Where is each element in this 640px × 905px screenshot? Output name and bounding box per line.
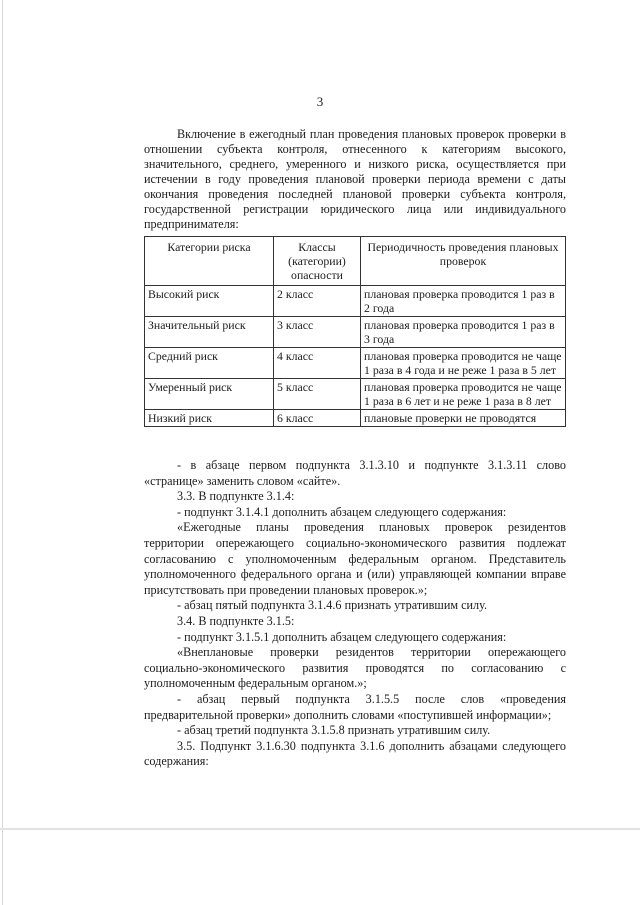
header-hazard-class: Классы (категории) опасности — [274, 237, 361, 286]
intro-paragraph: Включение в ежегодный план проведения плановых проверок проверки в отношении субъекта контроля, отнесенного к категориям высокого, значительного, среднего, умеренного и низкого риска, осуществляется при истечении в году проведения плановой проверки периода времени с даты окончания проведения последней плановой проверки субъекта контроля, государственной регистрации юридического лица или индивидуального предпринимателя: — [144, 127, 566, 231]
amendment-paragraph: «Внеплановые проверки резидентов территории опережающего социально-экономического развития проводятся по согласованию с уполномоченным федеральным органом.»; — [144, 645, 566, 691]
amendment-paragraph: - абзац третий подпункта 3.1.5.8 признать утратившим силу. — [177, 723, 491, 738]
amendment-paragraph: 3.4. В подпункте 3.1.5: — [177, 613, 295, 628]
amendment-paragraph: - подпункт 3.1.5.1 дополнить абзацем следующего содержания: — [177, 629, 507, 644]
cell-hazard-class: 5 класс — [274, 379, 361, 410]
table-header-row — [145, 237, 566, 286]
table-row — [145, 348, 566, 379]
cell-risk-category: Умеренный риск — [145, 379, 274, 410]
header-risk-category: Категории риска — [145, 237, 274, 286]
table-row — [145, 410, 566, 427]
cell-risk-category: Низкий риск — [145, 410, 274, 427]
cell-frequency: плановая проверка проводится 1 раз в 3 года — [361, 317, 566, 348]
scan-bottom-edge — [0, 828, 640, 830]
header-inspection-frequency: Периодичность проведения плановых проверок — [361, 237, 566, 286]
amendment-paragraph: 3.5. Подпункт 3.1.6.30 подпункта 3.1.6 дополнить абзацами следующего содержания: — [144, 738, 566, 769]
cell-risk-category: Значительный риск — [145, 317, 274, 348]
amendment-paragraph: - абзац пятый подпункта 3.1.4.6 признать утратившим силу. — [177, 598, 488, 613]
cell-frequency: плановые проверки не проводятся — [361, 410, 566, 427]
amendment-paragraph: «Ежегодные планы проведения плановых проверок резидентов территории опережающего социально-экономического развития подлежат согласованию с уполномоченным федеральным органом. Представитель уполномоченного федерального органа и (или) управляющей компании вправе присутствовать при проведении плановых проверок.»; — [144, 520, 566, 597]
risk-category-table — [144, 236, 566, 427]
cell-hazard-class: 3 класс — [274, 317, 361, 348]
scan-left-edge — [2, 0, 3, 905]
cell-frequency: плановая проверка проводится не чаще 1 раза в 4 года и не реже 1 раза в 5 лет — [361, 348, 566, 379]
table-row — [145, 379, 566, 410]
table-row — [145, 286, 566, 317]
table-row — [145, 317, 566, 348]
intro-section — [144, 127, 566, 232]
cell-hazard-class: 4 класс — [274, 348, 361, 379]
amendment-paragraph: 3.3. В подпункте 3.1.4: — [177, 489, 295, 504]
cell-risk-category: Высокий риск — [145, 286, 274, 317]
amendment-paragraph: - в абзаце первом подпункта 3.1.3.10 и подпункте 3.1.3.11 слово «странице» заменить словом «сайте». — [144, 458, 566, 488]
cell-hazard-class: 2 класс — [274, 286, 361, 317]
page-number: 3 — [316, 94, 324, 109]
amendments-section — [144, 458, 566, 770]
amendment-paragraph: - подпункт 3.1.4.1 дополнить абзацем следующего содержания: — [177, 504, 507, 519]
cell-hazard-class: 6 класс — [274, 410, 361, 427]
cell-frequency: плановая проверка проводится 1 раз в 2 года — [361, 286, 566, 317]
amendment-paragraph: - абзац первый подпункта 3.1.5.5 после слов «проведения предварительной проверки» дополнить словами «поступившей информации»; — [144, 691, 566, 722]
cell-risk-category: Средний риск — [145, 348, 274, 379]
cell-frequency: плановая проверка проводится не чаще 1 раза в 6 лет и не реже 1 раза в 8 лет — [361, 379, 566, 410]
